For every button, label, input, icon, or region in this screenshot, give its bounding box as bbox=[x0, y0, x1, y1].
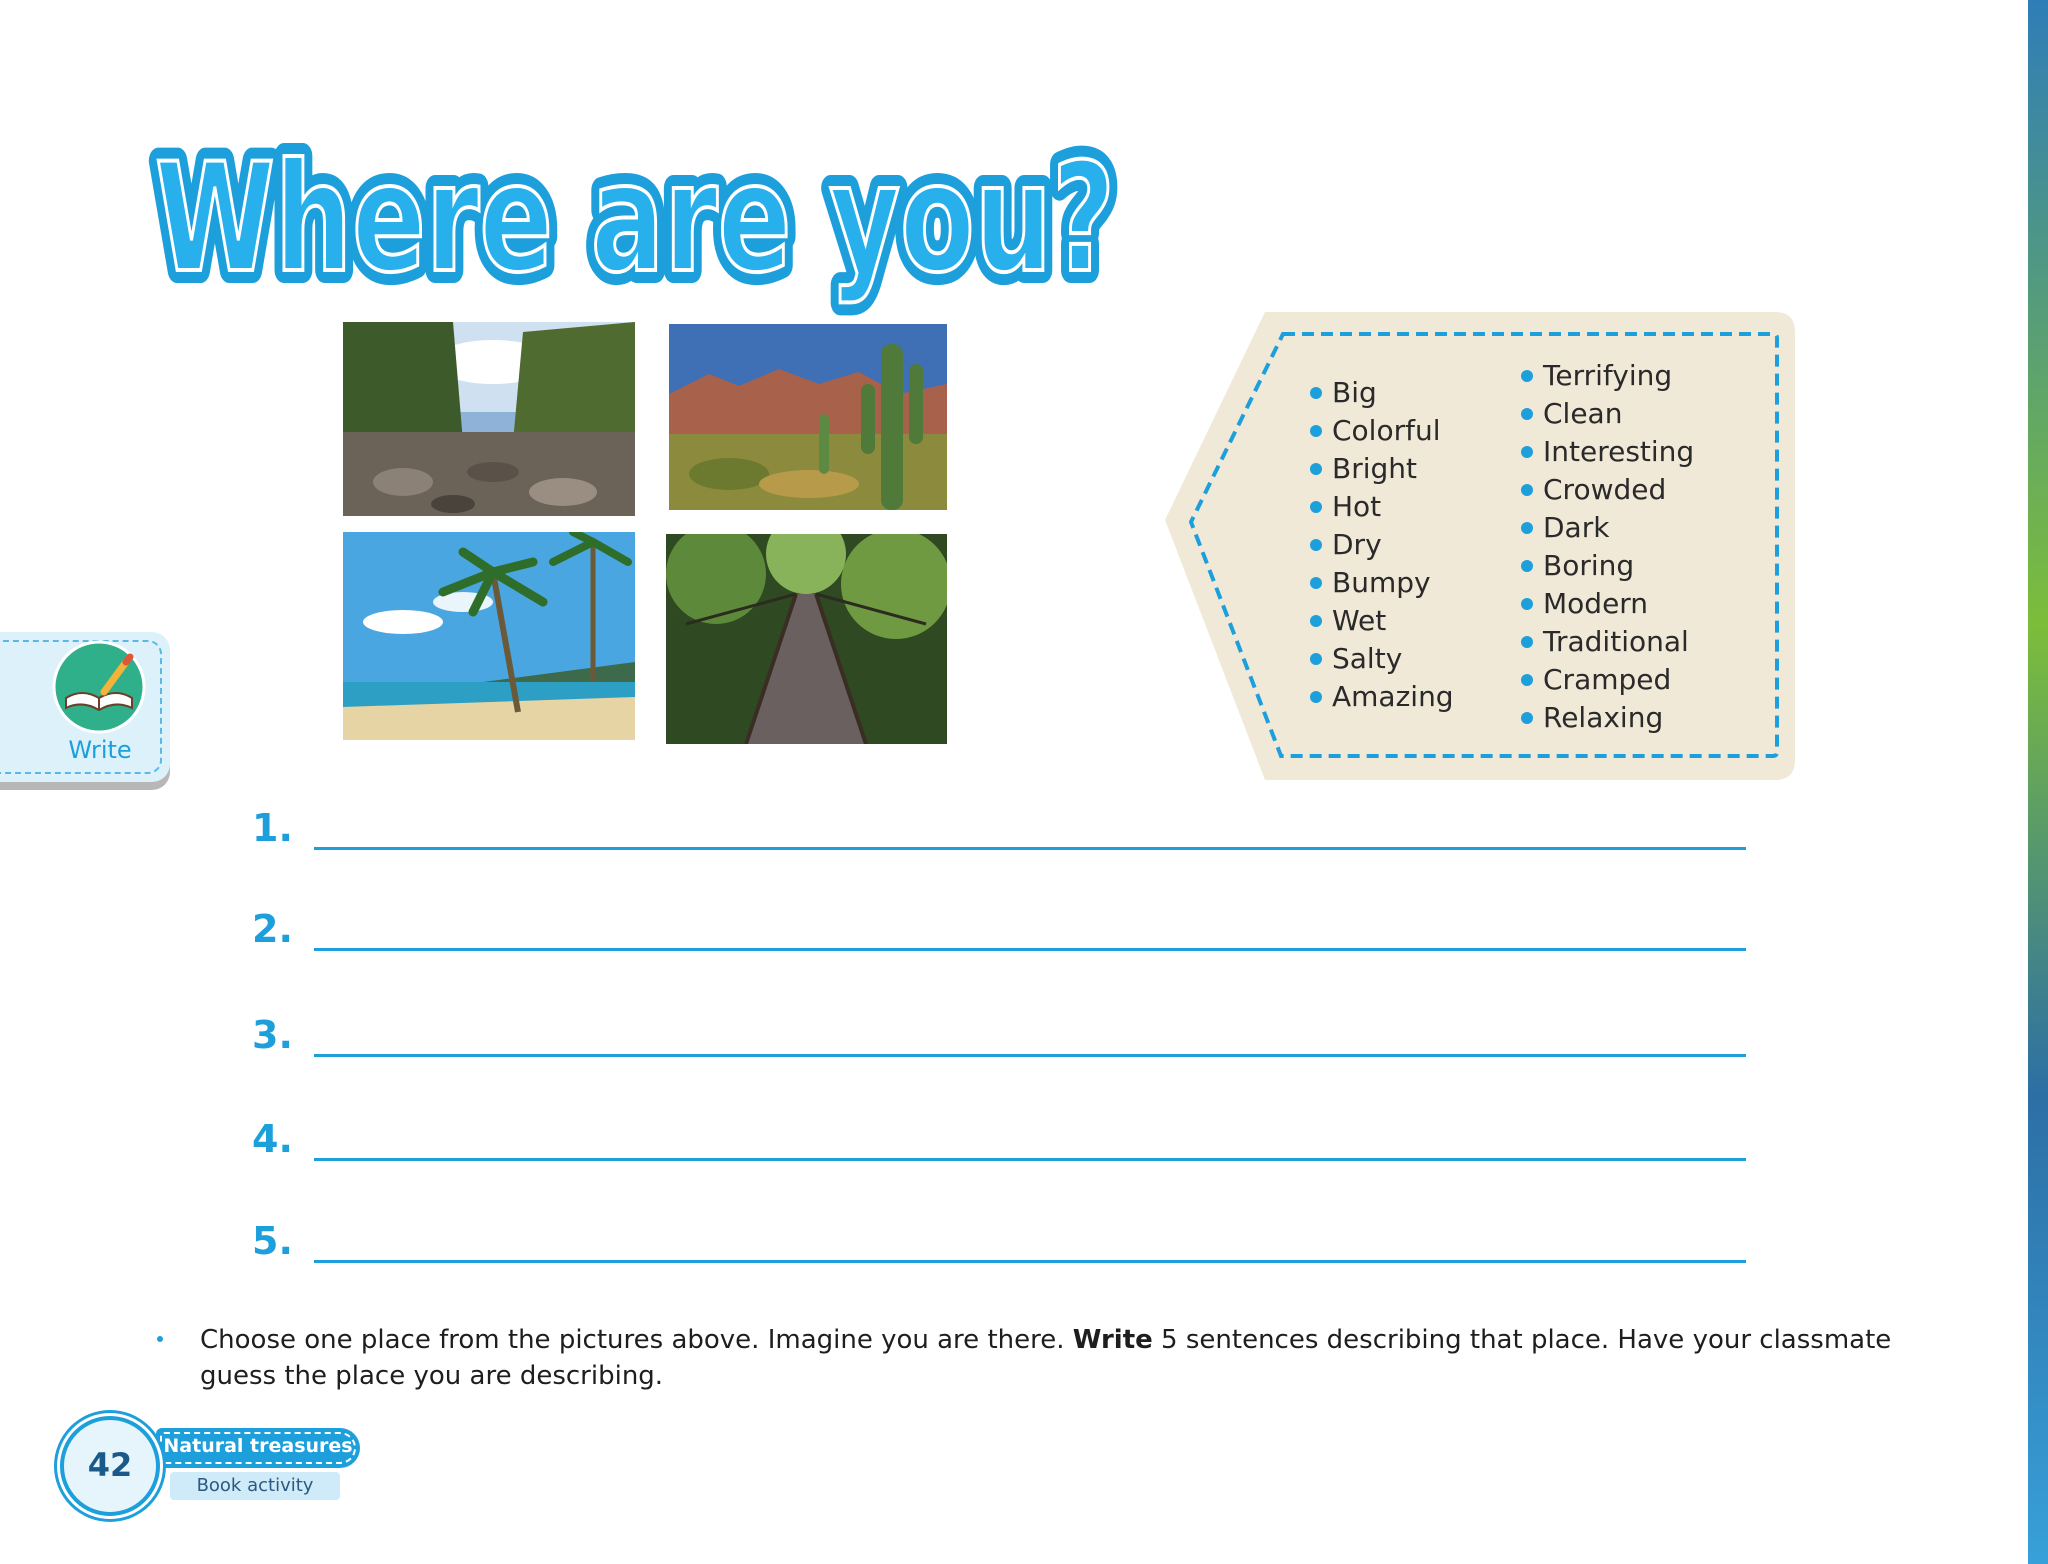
answer-line-3[interactable] bbox=[252, 1003, 1746, 1063]
adjective-item: Clean bbox=[1521, 395, 1694, 433]
adjective-list-left bbox=[1310, 374, 1454, 716]
instructions-part: 5 sentences describing that place. Have your classmate guess the place you are describing. bbox=[200, 1325, 1892, 1391]
page-title bbox=[145, 110, 1135, 320]
write-section-tab bbox=[0, 632, 170, 782]
desert-cactus-photo bbox=[669, 324, 947, 510]
answer-line-1[interactable] bbox=[252, 796, 1746, 856]
answer-number: 2. bbox=[252, 907, 293, 951]
adjective-item: Traditional bbox=[1521, 623, 1694, 661]
answer-line-5[interactable] bbox=[252, 1209, 1746, 1269]
instructions bbox=[200, 1322, 1900, 1394]
adjective-item: Cramped bbox=[1521, 661, 1694, 699]
adjective-item: Colorful bbox=[1310, 412, 1454, 450]
adjective-item: Bright bbox=[1310, 450, 1454, 488]
rocky-riverbed-photo bbox=[343, 322, 635, 516]
instructions-bold: Write bbox=[1072, 1325, 1153, 1355]
answer-rule bbox=[314, 847, 1746, 850]
answer-line-2[interactable] bbox=[252, 897, 1746, 957]
adjective-item: Wet bbox=[1310, 602, 1454, 640]
adjective-item: Terrifying bbox=[1521, 357, 1694, 395]
book-activity-tag: Book activity bbox=[170, 1472, 340, 1500]
adjective-item: Big bbox=[1310, 374, 1454, 412]
unit-title: Natural treasures bbox=[163, 1435, 353, 1457]
page-footer bbox=[60, 1416, 380, 1516]
word-bank-panel bbox=[1165, 312, 1795, 780]
adjective-item: Crowded bbox=[1521, 471, 1694, 509]
answer-number: 3. bbox=[252, 1013, 293, 1057]
adjective-item: Modern bbox=[1521, 585, 1694, 623]
page-number-badge bbox=[60, 1416, 160, 1516]
answer-rule bbox=[314, 1260, 1746, 1263]
instructions-part: Choose one place from the pictures above. Imagine you are there. bbox=[200, 1325, 1073, 1355]
page-title-fill: Where are you? bbox=[155, 132, 1115, 306]
adjective-item: Bumpy bbox=[1310, 564, 1454, 602]
answer-number: 5. bbox=[252, 1219, 293, 1263]
adjective-item: Amazing bbox=[1310, 678, 1454, 716]
page-edge-strip bbox=[2028, 0, 2048, 1564]
adjective-item: Dry bbox=[1310, 526, 1454, 564]
answer-line-4[interactable] bbox=[252, 1107, 1746, 1167]
adjective-item: Hot bbox=[1310, 488, 1454, 526]
open-book-pencil-icon bbox=[52, 640, 146, 734]
instruction-bullet bbox=[157, 1336, 163, 1342]
page-number: 42 bbox=[87, 1446, 133, 1484]
adjective-item: Interesting bbox=[1521, 433, 1694, 471]
answer-rule bbox=[314, 1054, 1746, 1057]
adjective-list-right bbox=[1521, 357, 1694, 737]
adjective-item: Salty bbox=[1310, 640, 1454, 678]
answer-number: 4. bbox=[252, 1117, 293, 1161]
page-title-text: Where are you? bbox=[155, 132, 1115, 306]
write-label: Write bbox=[68, 736, 132, 764]
answer-rule bbox=[314, 948, 1746, 951]
tropical-beach-photo bbox=[343, 532, 635, 740]
adjective-item: Dark bbox=[1521, 509, 1694, 547]
adjective-item: Relaxing bbox=[1521, 699, 1694, 737]
answer-rule bbox=[314, 1158, 1746, 1161]
adjective-item: Boring bbox=[1521, 547, 1694, 585]
unit-title-banner bbox=[156, 1428, 360, 1468]
jungle-bridge-photo bbox=[666, 534, 947, 744]
answer-number: 1. bbox=[252, 806, 293, 850]
